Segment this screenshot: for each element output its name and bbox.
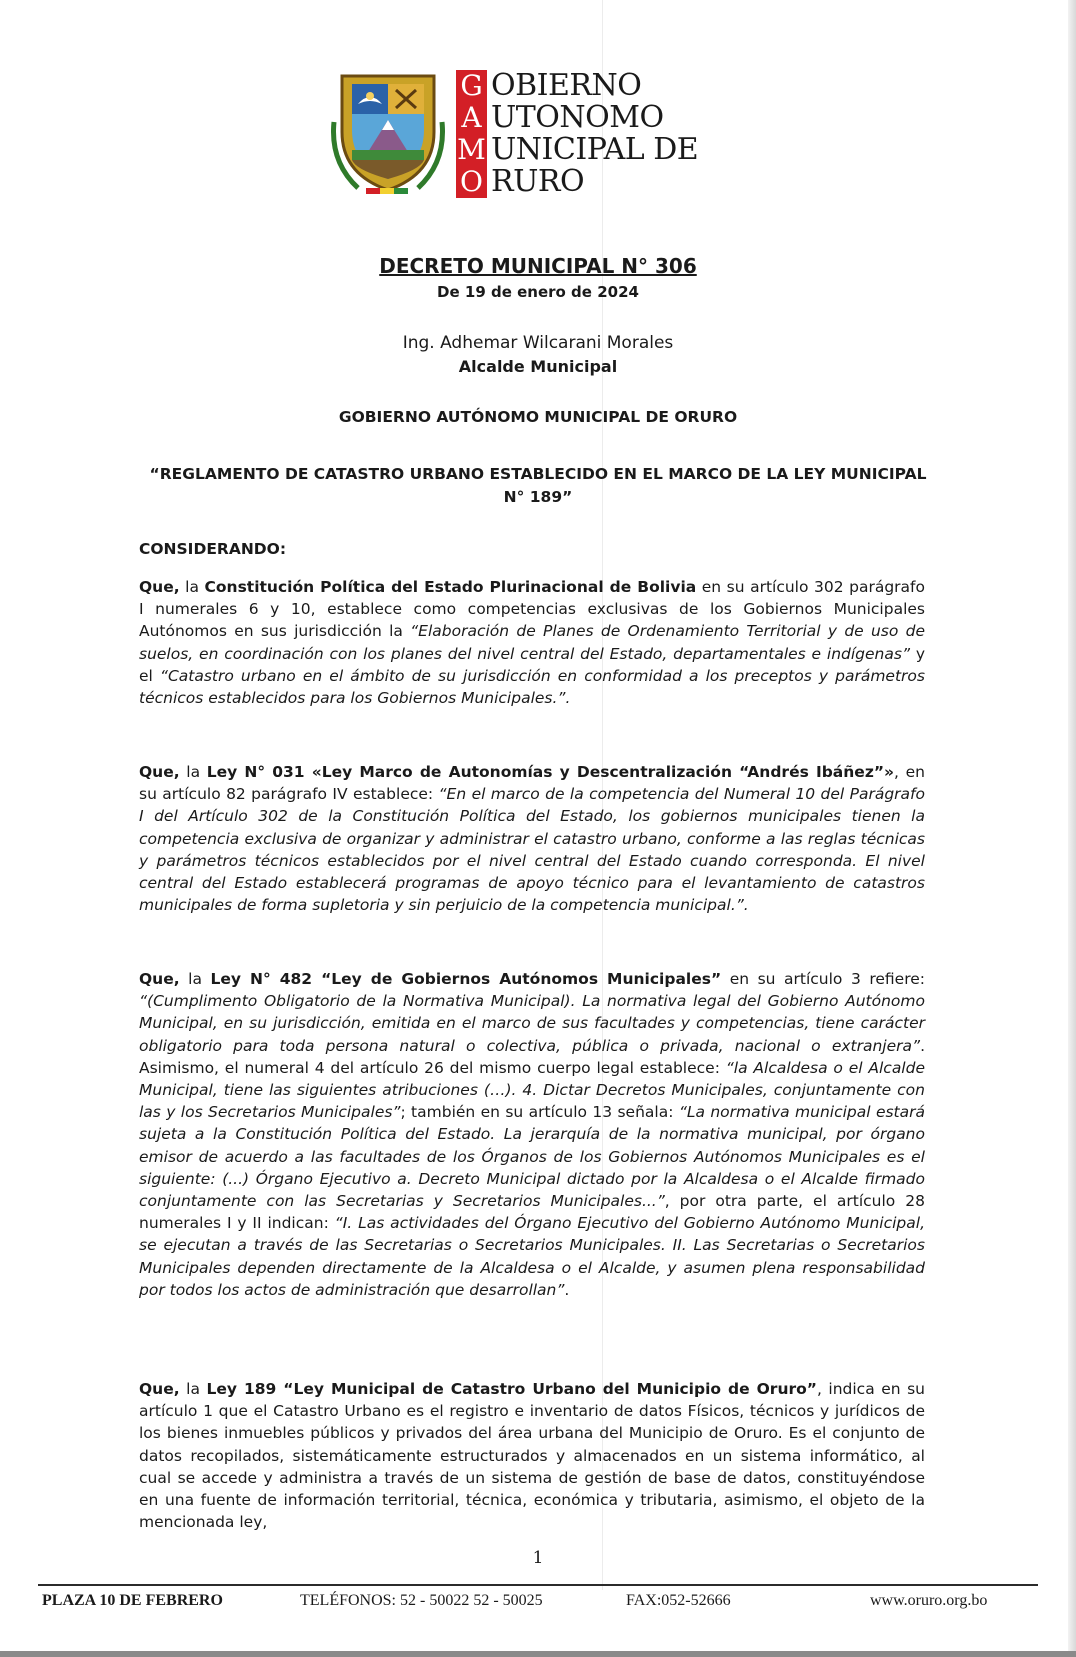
text-run: en su artículo 3 refiere: <box>721 970 926 988</box>
paragraph <box>139 968 925 1301</box>
text-run: ; también en su artículo 13 señala: <box>400 1103 679 1122</box>
quoted-run: “la Alcaldesa o el Alcalde Municipal, tiene las siguientes atribuciones (…). 4. Dictar Decretos Municipales, conjuntamente con las y los Secretarios Municipales” <box>139 1058 925 1122</box>
quoted-run: “Elaboración de Planes de Ordenamiento Territorial y de uso de suelos, en coordinación con los planes del nivel central del Estado, departamentales e indígenas” <box>139 622 925 663</box>
paragraph <box>139 576 925 709</box>
decree-date: De 19 de enero de 2024 <box>437 283 639 301</box>
letterhead-logo <box>328 62 728 212</box>
quoted-run: “En el marco de la competencia del Numeral 10 del Parágrafo I del Artículo 302 de la Constitución Política del Estado, los gobiernos municipales tienen la competencia exclusiva de organizar y administrar el catastro urbano, conforme a las reglas técnicas y parámetros técnicos establecidos por el nivel central del Estado cuando corresponda. El nivel central del Estado establecerá programas de apoyo técnico para el levantamiento de catastros municipales de forma supletoria y sin perjuicio de la competencia municipal.”. <box>139 785 925 915</box>
text-run: , por otra parte, el artículo 28 numerales I y II indican: <box>139 1192 925 1233</box>
footer-website: www.oruro.org.bo <box>870 1592 988 1609</box>
text-run: la <box>179 578 205 596</box>
paragraph <box>139 761 925 916</box>
author-name: Ing. Adhemar Wilcarani Morales <box>402 333 674 353</box>
bold-run: Que, <box>139 970 180 988</box>
text-run: . Asimismo, el numeral 4 del artículo 26 del mismo cuerpo legal establece: <box>139 1036 925 1077</box>
wordmark-word: OBIERNO <box>491 68 642 103</box>
bold-run: Ley N° 482 “Ley de Gobiernos Autónomos Municipales” <box>210 970 722 988</box>
text-run: . <box>564 1280 570 1299</box>
gamo-wordmark <box>456 70 698 198</box>
regulation-title: “REGLAMENTO DE CATASTRO URBANO ESTABLECIDO EN EL MARCO DE LA LEY MUNICIPAL N° 189” <box>149 465 927 506</box>
quoted-run: “I. Las actividades del Órgano Ejecutivo del Gobierno Autónomo Municipal, se ejecutan a través de las Secretarias o Secretarios Municipales. II. Las Secretarias o Secretarios Municipales dependen directamente de la Alcaldesa o el Alcalde, y asumen plena responsabilidad por todos los actos de administración que desarrollan” <box>139 1214 925 1299</box>
wordmark-row <box>456 134 698 166</box>
bold-run: Constitución Política del Estado Plurinacional de Bolivia <box>204 578 697 596</box>
considerando-heading: CONSIDERANDO: <box>139 540 287 558</box>
text-run: y el <box>139 644 925 685</box>
bold-run: Ley 189 “Ley Municipal de Catastro Urbano del Municipio de Oruro” <box>206 1380 817 1398</box>
wordmark-row <box>456 102 698 134</box>
text-run: en su artículo 302 parágrafo I numerales 6 y 10, establece como competencias exclusivas de los Gobiernos Municipales Autónomos en sus jurisdicción la <box>139 578 925 641</box>
wordmark-row <box>456 166 698 198</box>
page-bottom-edge <box>0 1651 1076 1657</box>
quoted-run: “Catastro urbano en el ámbito de su jurisdicción en conformidad a los preceptos y parámetros técnicos establecidos para los Gobiernos Municipales.”. <box>139 666 925 708</box>
coat-of-arms-icon <box>328 62 448 202</box>
wordmark-row <box>456 70 698 102</box>
footer-fax: FAX:052-52666 <box>626 1592 731 1609</box>
text-run: , en su artículo 82 parágrafo IV establece: <box>139 763 925 804</box>
paragraph <box>139 1378 925 1533</box>
government-name: GOBIERNO AUTÓNOMO MUNICIPAL DE ORURO <box>338 408 738 426</box>
decree-title: DECRETO MUNICIPAL N° 306 <box>379 254 697 278</box>
bold-run: Que, <box>139 763 180 781</box>
footer-phones: TELÉFONOS: 52 - 50022 52 - 50025 <box>300 1592 543 1609</box>
bold-run: Que, <box>139 1380 180 1398</box>
wordmark-word: RURO <box>491 164 585 199</box>
bold-run: Ley N° 031 «Ley Marco de Autonomías y Descentralización “Andrés Ibáñez”» <box>206 763 895 781</box>
wordmark-letter: M <box>457 133 486 166</box>
quoted-run: “(Cumplimento Obligatorio de la Normativa Municipal). La normativa legal del Gobierno Autónomo Municipal, en su jurisdicción, emitida en el marco de sus facultades y competencias, tiene carácter obligatorio para toda persona natural o colectiva, pública o privada, nacional o extranjera” <box>139 992 925 1055</box>
footer-rule <box>38 1584 1038 1586</box>
quoted-run: “La normativa municipal estará sujeta a la Constitución Política del Estado. La jerarquía de la normativa municipal, por órgano emisor de acuerdo a las facultades de los Órganos de los Gobiernos Autónomos Municipales es el siguiente: (...) Órgano Ejecutivo a. Decreto Municipal dictado por la Alcaldesa o el Alcalde firmado conjuntamente con las Secretarias y Secretarios Municipales...” <box>139 1103 926 1211</box>
wordmark-letter: O <box>456 166 487 198</box>
bold-run: Que, <box>139 578 180 596</box>
wordmark-letter: G <box>456 70 487 102</box>
footer-address: PLAZA 10 DE FEBRERO <box>42 1592 223 1609</box>
text-run: , indica en su artículo 1 que el Catastro Urbano es el registro e inventario de datos Físicos, técnicos y jurídicos de los bienes inmuebles públicos y privados del área urbana del Municipio de Oruro. Es el conjunto de datos recopilados, sistemáticamente estructurados y almacenados en un sistema informático, al cual se accede y administra a través de un sistema de gestión de base de datos, constituyéndose en una fuente de información territorial, técnica, económica y tributaria, asimismo, el objeto de la mencionada ley, <box>139 1380 925 1532</box>
text-run: la <box>179 1380 207 1398</box>
text-run: la <box>179 970 211 988</box>
page-number: 1 <box>532 1548 544 1568</box>
wordmark-word: UTONOMO <box>491 100 664 135</box>
page-edge-shadow <box>1068 0 1076 1657</box>
text-run: la <box>179 763 207 781</box>
wordmark-word: UNICIPAL DE <box>491 132 699 167</box>
author-role: Alcalde Municipal <box>458 357 618 376</box>
wordmark-letter: A <box>456 102 487 134</box>
